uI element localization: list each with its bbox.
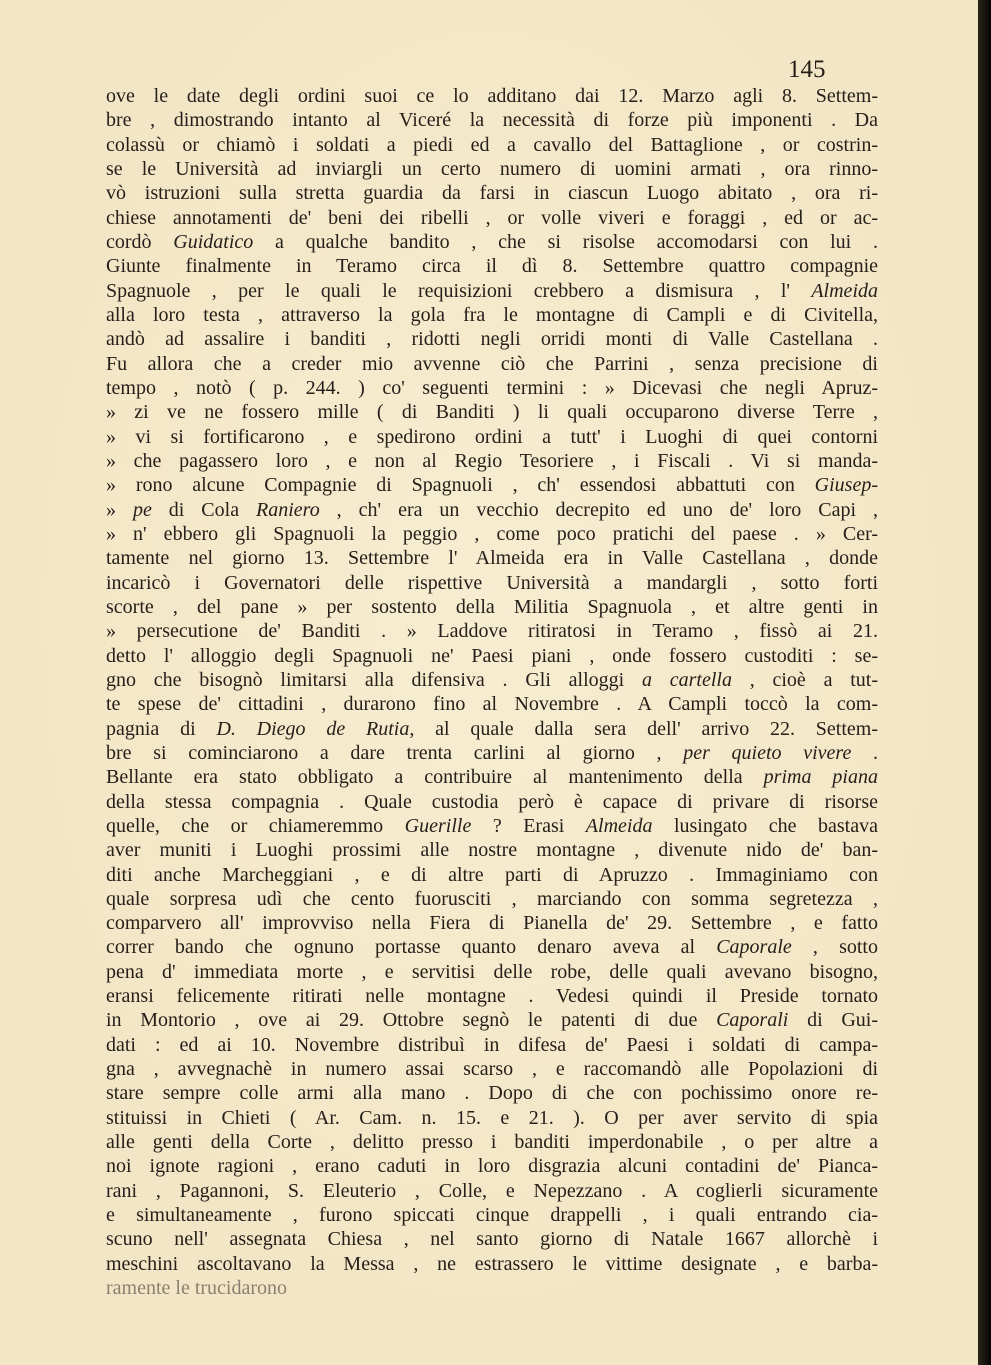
text-segment: chiese annotamenti de' beni dei ribelli , or volle viveri e foraggi , ed or ac- <box>106 206 878 229</box>
text-segment: diti anche Marcheggiani , e di altre parti di Apruzzo . Immaginiamo con <box>106 863 878 886</box>
text-segment: » n' ebbero gli Spagnuoli la peggio , come poco pratichi del paese . » Cer- <box>106 522 878 545</box>
text-segment: . <box>851 741 879 764</box>
text-segment: noi ignote ragioni , erano caduti in loro disgrazia alcuni contadini de' Pianca- <box>106 1155 878 1178</box>
text-line <box>106 522 878 546</box>
text-segment: alle genti della Corte , delitto presso i banditi imperdonabile , o per altre a <box>106 1131 878 1154</box>
text-line <box>106 1106 878 1130</box>
text-segment: ramente le trucidarono <box>106 1277 288 1300</box>
italic-text: D. Diego de Rutia <box>216 717 410 740</box>
text-segment: Fu allora che a creder mio avvenne ciò che Parrini , senza precisione di <box>106 352 878 375</box>
italic-text: Giusep- <box>814 474 878 497</box>
text-line <box>106 352 878 376</box>
text-line <box>106 668 878 692</box>
text-segment: colassù or chiamò i soldati a piedi ed a cavallo del Battaglione , or costrin- <box>106 133 878 156</box>
text-segment: te spese de' cittadini , durarono fino al Novembre . A Campli toccò la com- <box>106 693 878 716</box>
text-segment: e simultaneamente , furono spiccati cinque drappelli , i quali entrando cia- <box>106 1204 878 1227</box>
text-line <box>106 230 878 254</box>
text-line <box>106 473 878 497</box>
text-segment: , sotto <box>791 936 878 959</box>
italic-text: Guidatico <box>173 230 254 253</box>
text-segment: Giunte finalmente in Teramo circa il dì 8. Settembre quattro compagnie <box>106 255 878 278</box>
text-segment: ? Erasi <box>471 814 586 837</box>
text-segment: , cioè a tut- <box>731 668 878 691</box>
text-segment: » che pagassero loro , e non al Regio Tesoriere , i Fiscali . Vi si manda- <box>106 449 878 472</box>
text-segment: » persecutione de' Banditi . » Laddove ritiratosi in Teramo , fissò ai 21. <box>106 620 878 643</box>
text-line <box>106 449 878 473</box>
text-segment: » <box>106 498 133 521</box>
text-line <box>106 181 878 205</box>
text-line <box>106 1008 878 1032</box>
italic-text: Almeida <box>811 279 878 302</box>
text-segment: pagnia di <box>106 717 217 740</box>
italic-text: Guerille <box>404 814 472 837</box>
text-segment: tamente nel giorno 13. Settembre l' Almeida era in Valle Castellana , donde <box>106 547 878 570</box>
italic-text: Almeida <box>585 814 653 837</box>
text-segment: di Cola <box>151 498 257 521</box>
text-line <box>106 133 878 157</box>
text-segment: » rono alcune Compagnie di Spagnuoli , ch' essendosi abbattuti con <box>106 474 815 497</box>
text-line <box>106 206 878 230</box>
text-segment: della stessa compagnia . Quale custodia però è capace di privare di risorse <box>106 790 878 813</box>
italic-text: Caporali <box>716 1009 789 1032</box>
text-segment: » zi ve ne fossero mille ( di Banditi ) li quali occuparono diverse Terre , <box>106 401 878 424</box>
text-line <box>106 327 878 351</box>
italic-text: Caporale <box>716 936 792 959</box>
text-line <box>106 498 878 522</box>
text-segment: a qualche bandito , che si risolse accomodarsi con lui . <box>253 230 878 253</box>
text-line <box>106 400 878 424</box>
text-line <box>106 1081 878 1105</box>
text-line <box>106 644 878 668</box>
text-line <box>106 376 878 400</box>
text-line <box>106 1203 878 1227</box>
text-line <box>106 863 878 887</box>
text-segment: cordò <box>106 230 174 253</box>
page-number: 145 <box>788 56 826 83</box>
text-segment: meschini ascoltavano la Messa , ne estrassero le vittime designate , e barba- <box>106 1252 878 1275</box>
text-line <box>106 717 878 741</box>
text-segment: Bellante era stato obbligato a contribuire al mantenimento della <box>106 766 764 789</box>
italic-text: prima piana <box>763 766 878 789</box>
text-segment: » vi si fortificarono , e spedirono ordini a tutt' i Luoghi di quei contorni <box>106 425 878 448</box>
text-segment: bre , dimostrando intanto al Viceré la necessità di forze più imponenti . Da <box>106 109 878 132</box>
text-segment: in Montorio , ove ai 29. Ottobre segnò le patenti di due <box>106 1009 717 1032</box>
text-line <box>106 984 878 1008</box>
text-line <box>106 765 878 789</box>
text-segment: scuno nell' assegnata Chiesa , nel santo giorno di Natale 1667 allorchè i <box>106 1228 878 1251</box>
text-line <box>106 1057 878 1081</box>
text-line <box>106 108 878 132</box>
text-line <box>106 157 878 181</box>
text-line <box>106 692 878 716</box>
text-segment: ove le date degli ordini suoi ce lo additano dai 12. Marzo agli 8. Settem- <box>106 85 878 107</box>
text-line <box>106 1130 878 1154</box>
text-segment: stare sempre colle armi alla mano . Dopo di che con pochissimo onore re- <box>106 1082 878 1105</box>
text-segment: correr bando che ognuno portasse quanto denaro aveva al <box>106 936 717 959</box>
text-line <box>106 960 878 984</box>
text-line <box>106 619 878 643</box>
text-line <box>106 1252 878 1276</box>
text-segment: rani , Pagannoni, S. Eleuterio , Colle, e Nepezzano . A coglierli sicuramente <box>106 1179 878 1202</box>
text-line <box>106 911 878 935</box>
text-segment: , al quale dalla sera dell' arrivo 22. Settem- <box>409 717 878 740</box>
text-segment: scorte , del pane » per sostento della Militia Spagnuola , et altre genti in <box>106 595 878 618</box>
text-segment: , ch' era un vecchio decrepito ed uno de' loro Capi , <box>319 498 878 521</box>
text-line <box>106 546 878 570</box>
text-segment: Spagnuole , per le quali le requisizioni crebbero a dismisura , l' <box>106 279 812 302</box>
text-segment: dati : ed ai 10. Novembre distribuì in difesa de' Paesi i soldati di campa- <box>106 1033 878 1056</box>
text-line <box>106 84 878 108</box>
text-line <box>106 935 878 959</box>
text-segment: gno che bisognò limitarsi alla difensiva . Gli alloggi <box>106 668 642 691</box>
text-segment: vò istruzioni sulla stretta guardia da farsi in ciascun Luogo abitato , ora ri- <box>106 182 878 205</box>
text-line <box>106 425 878 449</box>
text-line <box>106 1227 878 1251</box>
text-segment: andò ad assalire i banditi , ridotti negli orridi monti di Valle Castellana . <box>106 328 878 351</box>
text-line <box>106 838 878 862</box>
text-line <box>106 1033 878 1057</box>
text-segment: incaricò i Governatori delle rispettive Università a mandargli , sotto forti <box>106 571 878 594</box>
text-segment: quelle, che or chiameremmo <box>106 814 405 837</box>
italic-text: pe <box>132 498 152 521</box>
text-line <box>106 1179 878 1203</box>
text-segment: aver muniti i Luoghi prossimi alle nostre montagne , divenute nido de' ban- <box>106 839 878 862</box>
text-line <box>106 887 878 911</box>
text-segment: eransi felicemente ritirati nelle montagne . Vedesi quindi il Preside tornato <box>106 985 878 1008</box>
text-segment: pena d' immediata morte , e servitisi delle robe, delle quali avevano bisogno, <box>106 960 878 983</box>
text-line <box>106 1154 878 1178</box>
text-segment: tempo , notò ( p. 244. ) co' seguenti termini : » Dicevasi che negli Apruz- <box>106 376 878 399</box>
text-segment: alla loro testa , attraverso la gola fra le montagne di Campli e di Civitella, <box>106 303 878 326</box>
text-segment: quale sorpresa udì che cento fuorusciti , marciando con somma segretezza , <box>106 887 878 910</box>
text-line <box>106 254 878 278</box>
text-line <box>106 571 878 595</box>
text-line <box>106 279 878 303</box>
text-line <box>106 1276 878 1300</box>
text-segment: gna , avvegnachè in numero assai scarso , e raccomandò alle Popolazioni di <box>106 1058 878 1081</box>
text-segment: di Gui- <box>788 1009 878 1032</box>
text-segment: lusingato che bastava <box>652 814 878 837</box>
italic-text: a cartella <box>641 668 732 691</box>
text-line <box>106 790 878 814</box>
text-line <box>106 741 878 765</box>
text-line <box>106 595 878 619</box>
text-segment: detto l' alloggio degli Spagnuoli ne' Paesi piani , onde fossero custoditi : se- <box>106 644 878 667</box>
text-segment: stituissi in Chieti ( Ar. Cam. n. 15. e 21. ). O per aver servito di spia <box>106 1106 878 1129</box>
page-edge-shadow <box>978 0 991 1365</box>
body-text <box>106 84 878 1300</box>
text-line <box>106 814 878 838</box>
text-segment: se le Università ad inviargli un certo numero di uomini armati , ora rinno- <box>106 157 878 180</box>
text-segment: comparvero all' improvviso nella Fiera di Pianella de' 29. Settembre , e fatto <box>106 912 878 935</box>
text-segment: bre si cominciarono a dare trenta carlini al giorno , <box>106 741 684 764</box>
italic-text: Raniero <box>256 498 320 521</box>
text-line <box>106 303 878 327</box>
italic-text: per quieto vivere <box>683 741 852 764</box>
